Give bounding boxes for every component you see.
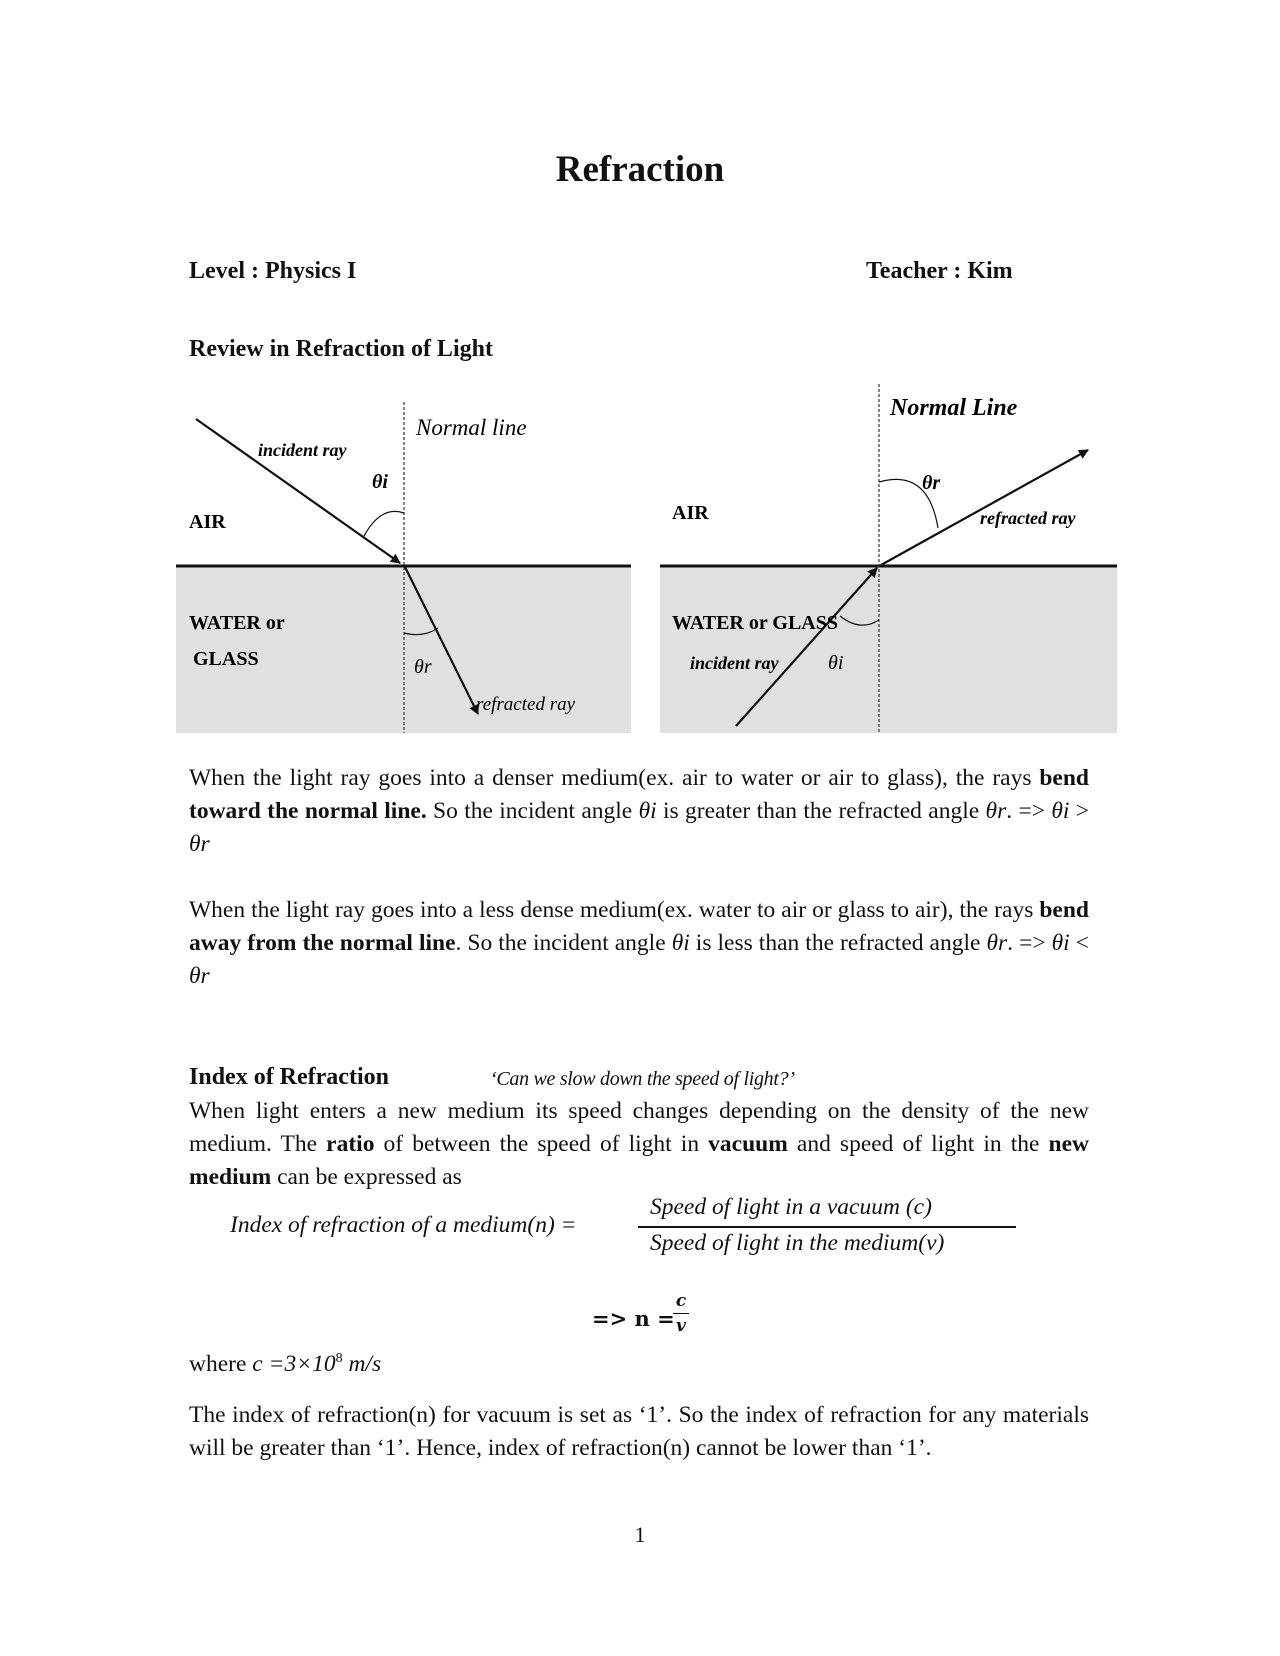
teacher-label: Teacher : Kim	[866, 258, 1013, 284]
formula-numerator: Speed of light in a vacuum (c)	[650, 1194, 932, 1220]
incident-ray-label: incident ray	[690, 653, 779, 673]
medium-label-line1: WATER or	[189, 612, 285, 634]
level-label: Level : Physics I	[189, 258, 357, 284]
refraction-diagram-water-to-air	[660, 380, 1120, 735]
review-heading: Review in Refraction of Light	[189, 336, 493, 362]
theta-i-label: θi	[372, 471, 388, 493]
paragraph-vacuum-index: The index of refraction(n) for vacuum is set as ‘1’. So the index of refraction for any materials will be greater than ‘1’. Hence, index of refraction(n) cannot be lower than ‘1’.	[189, 1402, 1089, 1461]
short-formula-denominator: v	[676, 1316, 686, 1336]
water-region	[660, 566, 1117, 733]
theta-r-label: θr	[922, 472, 941, 494]
incident-angle-arc	[364, 511, 404, 536]
speed-of-light-value: where $c =3\times 10^8$ m/s	[189, 1351, 382, 1377]
page-number: 1	[634, 1522, 646, 1547]
normal-line-label: Normal line	[416, 415, 527, 440]
refracted-ray-label: refracted ray	[476, 694, 576, 715]
short-formula-prefix: => n =	[592, 1306, 675, 1331]
theta-i-label: θi	[828, 652, 844, 674]
speed-of-light-question: ‘Can we slow down the speed of light?’	[490, 1068, 795, 1090]
short-fraction-bar	[673, 1313, 689, 1314]
medium-label: WATER or GLASS	[672, 612, 838, 634]
fraction-bar	[638, 1226, 1016, 1228]
page-title: Refraction	[555, 149, 725, 190]
incident-ray-label: incident ray	[258, 440, 347, 460]
theta-r-label: θr	[414, 656, 432, 678]
paragraph-index-intro: When light enters a new medium its speed changes depending on the density of the new medium. The ratio of between the speed of light in vacuum and speed of light in the new medium can be expressed as	[189, 1098, 1089, 1190]
paragraph-less-dense-medium: When the light ray goes into a less dense medium(ex. water to air or glass to air), the rays bend away from the normal line. So the incident angle θi is less than the refracted angle θr. => θi < θr	[189, 897, 1090, 989]
medium-label-line2: GLASS	[193, 648, 259, 670]
air-label: AIR	[189, 511, 226, 533]
formula-left-side: Index of refraction of a medium(n) =	[230, 1212, 577, 1238]
refraction-diagram-air-to-water	[176, 380, 631, 735]
paragraph-denser-medium: When the light ray goes into a denser medium(ex. air to water or air to glass), the rays bend toward the normal line. So the incident angle θi is greater than the refracted angle θr. => θi > θr	[189, 765, 1089, 857]
normal-line-label: Normal Line	[890, 395, 1018, 421]
index-of-refraction-heading: Index of Refraction	[189, 1064, 389, 1090]
refracted-ray-label: refracted ray	[980, 508, 1076, 528]
short-formula-fraction	[671, 1291, 691, 1336]
air-label: AIR	[672, 502, 709, 524]
formula-denominator: Speed of light in the medium(v)	[650, 1230, 945, 1256]
short-formula-numerator: c	[675, 1291, 687, 1311]
